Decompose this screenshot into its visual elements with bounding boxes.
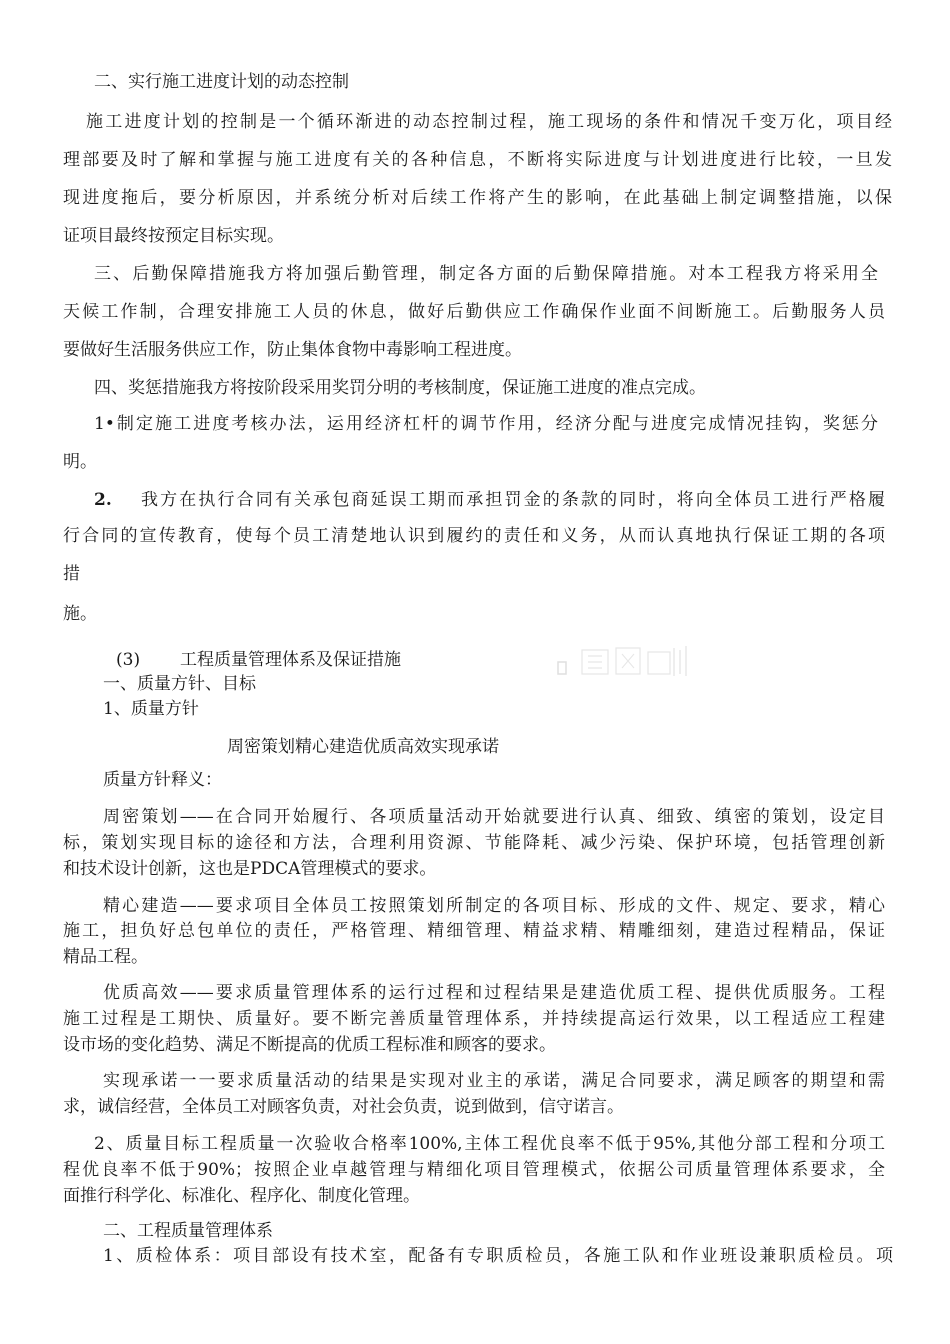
paragraph-line: 证项目最终按预定目标实现。 (63, 226, 284, 246)
paragraph-line: 实现承诺一一要求质量活动的结果是实现对业主的承诺，满足合同要求，满足顾客的期望和需 (103, 1071, 885, 1091)
paragraph-line: 精品工程。 (63, 947, 148, 967)
paragraph-line: 优质高效——要求质量管理体系的运行过程和过程结果是建造优质工程、提供优质服务。工程 (103, 983, 885, 1003)
list-item-line: 行合同的宣传教育，使每个员工清楚地认识到履约的责任和义务，从而认真地执行保证工期的各项 (63, 526, 885, 546)
paragraph-line: 施工过程是工期快、质量好。要不断完善质量管理体系，并持续提高运行效果，以工程适应工程建 (63, 1009, 885, 1029)
subsection-heading: 一、质量方针、目标 (103, 674, 256, 694)
list-item-line: 措 (63, 564, 80, 584)
subsection-heading: 1、质量方针 (103, 699, 199, 719)
list-item-line: 施。 (63, 604, 97, 624)
list-item-line: 明。 (63, 452, 97, 472)
paragraph-line: 三、后勤保障措施我方将加强后勤管理，制定各方面的后勤保障措施。对本工程我方将采用全 (94, 264, 878, 284)
policy-explanation-label: 质量方针释义： (103, 770, 222, 790)
paragraph-line: 现进度拖后，要分析原因，并系统分析对后续工作将产生的影响，在此基础上制定调整措施，以保 (63, 188, 892, 208)
paragraph-line: 2、质量目标工程质量一次验收合格率100%,主体工程优良率不低于95%,其他分部工程和分项工 (94, 1134, 885, 1154)
paragraph-line: 施工进度计划的控制是一个循环渐进的动态控制过程，施工现场的条件和情况千变万化，项目经 (86, 112, 892, 132)
paragraph-line: 精心建造——要求项目全体员工按照策划所制定的各项目标、形成的文件、规定、要求，精心 (103, 896, 885, 916)
paragraph-line: 天候工作制，合理安排施工人员的休息，做好后勤供应工作确保作业面不间断施工。后勤服务人员 (63, 302, 885, 322)
paragraph-line: 程优良率不低于90%；按照企业卓越管理与精细化项目管理模式，依据公司质量管理体系要求，全 (63, 1160, 885, 1180)
paragraph-line: 理部要及时了解和掌握与施工进度有关的各种信息，不断将实际进度与计划进度进行比较，一旦发 (63, 150, 892, 170)
paragraph-line: 和技术设计创新，这也是PDCA管理模式的要求。 (63, 859, 437, 879)
list-item-number: 2. (94, 490, 112, 510)
section-heading: 二、实行施工进度计划的动态控制 (94, 72, 349, 92)
section-number: (3) (116, 650, 141, 670)
subsection-heading: 二、工程质量管理体系 (103, 1221, 273, 1241)
paragraph-line: 要做好生活服务供应工作，防止集体食物中毒影响工程进度。 (63, 340, 522, 360)
section-title: 工程质量管理体系及保证措施 (180, 650, 401, 670)
list-item-line: 我方在执行合同有关承包商延误工期而承担罚金的条款的同时，将向全体员工进行严格履 (141, 490, 885, 510)
list-item-line: 1•制定施工进度考核办法，运用经济杠杆的调节作用，经济分配与进度完成情况挂钩，奖惩分 (94, 414, 878, 434)
paragraph-line: 面推行科学化、标准化、程序化、制度化管理。 (63, 1186, 420, 1206)
watermark-stamp (556, 644, 690, 682)
paragraph-line: 施工，担负好总包单位的责任，严格管理、精细管理、精益求精、精雕细刻，建造过程精品，保证 (63, 921, 885, 941)
quality-policy: 周密策划精心建造优质高效实现承诺 (227, 737, 499, 757)
paragraph-line: 1、质检体系：项目部设有技术室，配备有专职质检员，各施工队和作业班设兼职质检员。项 (103, 1246, 893, 1266)
paragraph-line: 四、奖惩措施我方将按阶段采用奖罚分明的考核制度，保证施工进度的准点完成。 (94, 378, 706, 398)
paragraph-line: 求，诚信经营，全体员工对顾客负责，对社会负责，说到做到，信守诺言。 (63, 1097, 624, 1117)
paragraph-line: 设市场的变化趋势、满足不断提高的优质工程标准和顾客的要求。 (63, 1035, 556, 1055)
paragraph-line: 标，策划实现目标的途径和方法，合理利用资源、节能降耗、减少污染、保护环境，包括管理创新 (63, 833, 885, 853)
paragraph-line: 周密策划——在合同开始履行、各项质量活动开始就要进行认真、细致、缜密的策划，设定目 (103, 807, 885, 827)
